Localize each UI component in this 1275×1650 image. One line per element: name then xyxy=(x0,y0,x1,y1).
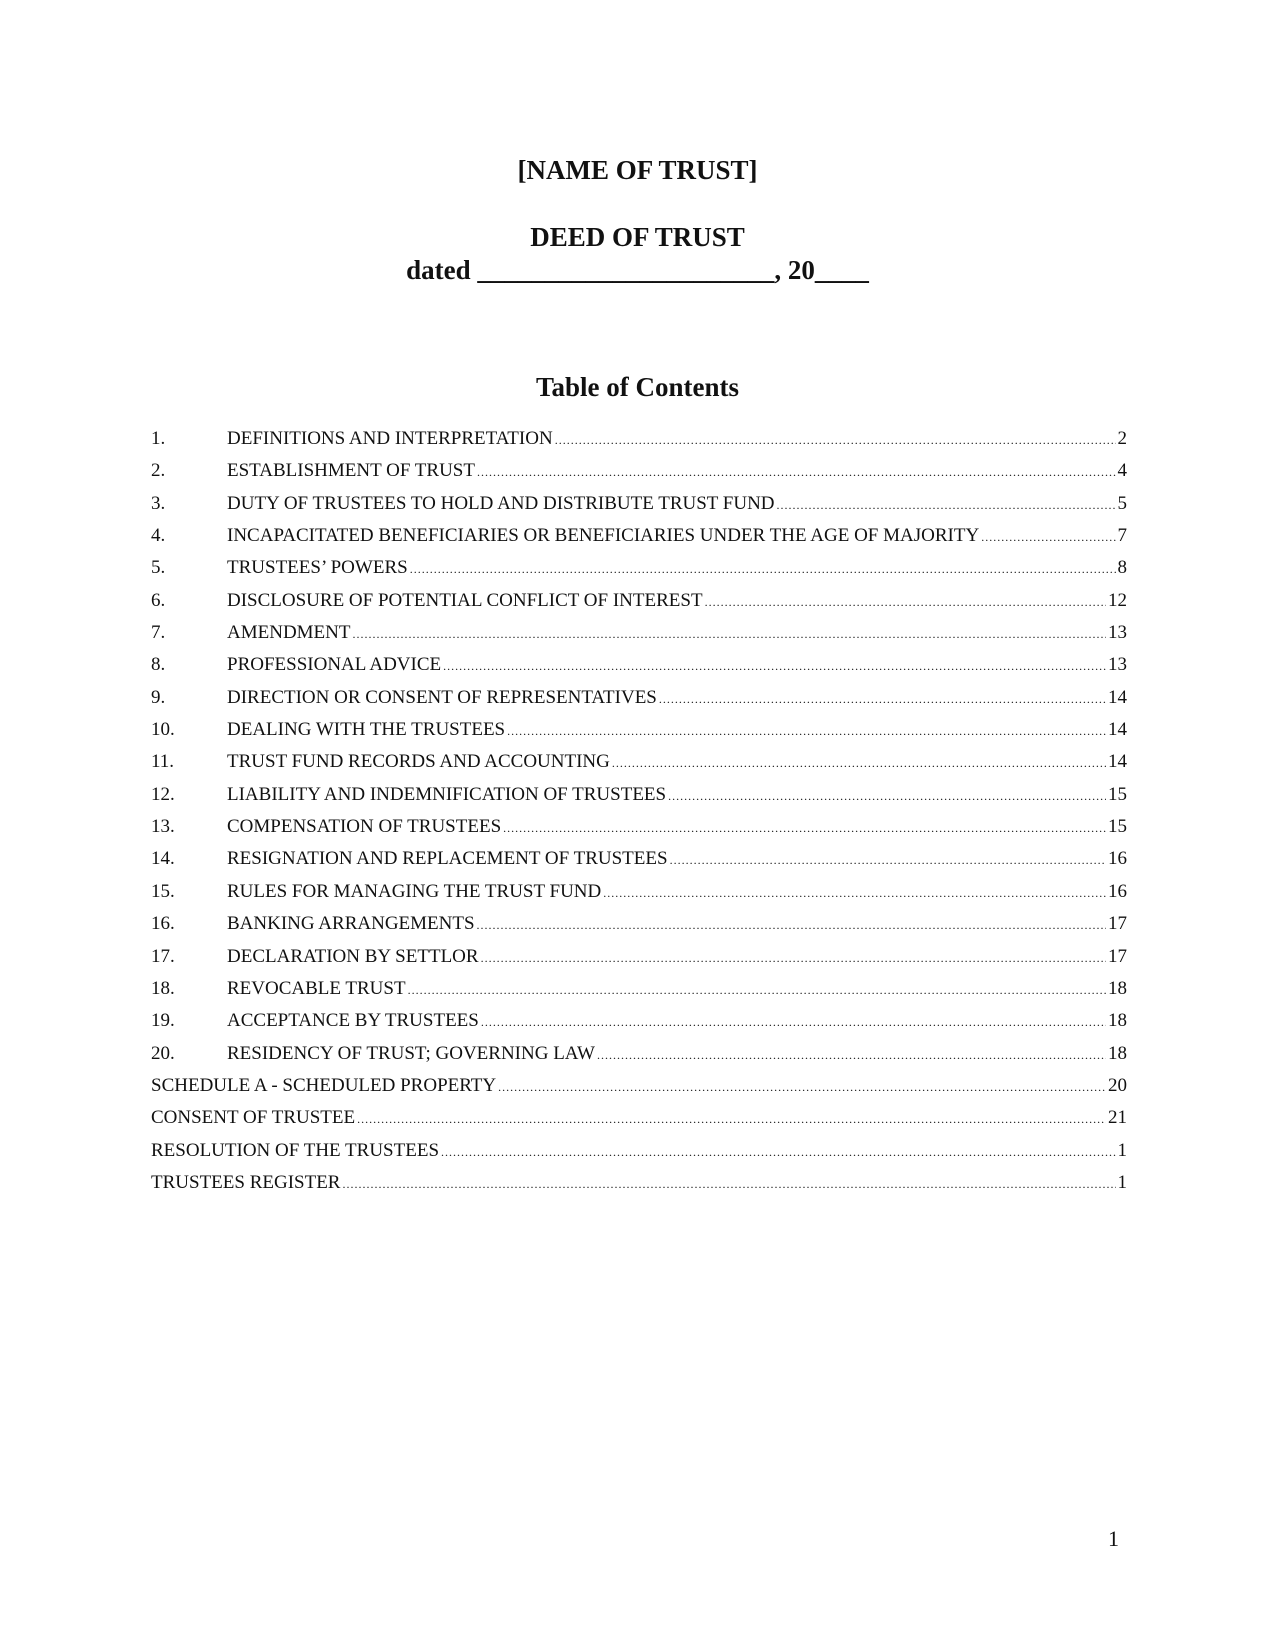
toc-entry-number: 8. xyxy=(151,654,166,676)
toc-entry[interactable] xyxy=(151,525,1127,557)
toc-appendix-entry[interactable] xyxy=(151,1172,1127,1204)
toc-entry[interactable] xyxy=(151,654,1127,686)
toc-entry[interactable] xyxy=(151,622,1127,654)
dot-leader xyxy=(481,951,1106,966)
toc-entry-label: ACCEPTANCE BY TRUSTEES xyxy=(227,1010,479,1032)
toc-entry-page: 14 xyxy=(1108,686,1127,708)
toc-entry-label: DIRECTION OR CONSENT OF REPRESENTATIVES xyxy=(227,686,657,708)
deed-title: DEED OF TRUST xyxy=(530,222,745,252)
dot-leader xyxy=(981,530,1115,545)
toc-entry[interactable] xyxy=(151,913,1127,945)
dot-leader xyxy=(603,886,1106,901)
dot-leader xyxy=(353,627,1107,642)
toc-entry-page: 16 xyxy=(1108,848,1127,870)
toc-entry[interactable] xyxy=(151,816,1127,848)
toc-entry-label: DECLARATION BY SETTLOR xyxy=(227,945,479,967)
toc-entry-label: CONSENT OF TRUSTEE xyxy=(151,1107,356,1129)
toc-entry-number: 12. xyxy=(151,783,175,805)
toc-entry-page: 14 xyxy=(1108,751,1127,773)
toc-entry-page: 18 xyxy=(1108,1042,1127,1064)
toc-entry-number: 5. xyxy=(151,557,166,579)
toc-entry-label: INCAPACITATED BENEFICIARIES OR BENEFICIARIES UNDER THE AGE OF MAJORITY xyxy=(227,525,980,547)
toc-entry-page: 5 xyxy=(1117,492,1127,514)
dot-leader xyxy=(670,853,1106,868)
toc-heading: Table of Contents xyxy=(535,372,740,402)
dot-leader xyxy=(503,821,1106,836)
dot-leader xyxy=(342,1177,1115,1192)
toc-entry-label: RESIGNATION AND REPLACEMENT OF TRUSTEES xyxy=(227,848,668,870)
toc-entry-label: SCHEDULE A - SCHEDULED PROPERTY xyxy=(151,1074,497,1096)
toc-entry-label: DEFINITIONS AND INTERPRETATION xyxy=(227,428,553,449)
toc-entry-label: ESTABLISHMENT OF TRUST xyxy=(227,460,475,482)
dot-leader xyxy=(659,692,1106,707)
toc-entry-page: 8 xyxy=(1117,557,1127,579)
toc-entry-page: 2 xyxy=(1117,428,1127,449)
toc-entry-page: 1 xyxy=(1117,1139,1127,1161)
toc-entry-label: RULES FOR MANAGING THE TRUST FUND xyxy=(227,880,602,902)
toc-entry-number: 2. xyxy=(151,460,166,482)
toc-entry-page: 4 xyxy=(1117,460,1127,482)
toc-entry[interactable] xyxy=(151,428,1127,460)
dot-leader xyxy=(443,659,1106,674)
dot-leader xyxy=(612,756,1106,771)
toc-entry-page: 1 xyxy=(1117,1171,1127,1193)
toc-entry-label: AMENDMENT xyxy=(227,622,351,644)
toc-entry-page: 7 xyxy=(1117,525,1127,547)
toc-entry-label: DEALING WITH THE TRUSTEES xyxy=(227,719,506,741)
toc-entry-number: 13. xyxy=(151,816,175,838)
table-of-contents xyxy=(151,428,1127,1204)
toc-entry-number: 7. xyxy=(151,622,166,644)
toc-entry-page: 15 xyxy=(1108,783,1127,805)
toc-entry[interactable] xyxy=(151,751,1127,783)
toc-entry-number: 9. xyxy=(151,686,166,708)
toc-entry[interactable] xyxy=(151,687,1127,719)
dot-leader xyxy=(507,724,1106,739)
toc-entry-number: 4. xyxy=(151,525,166,547)
toc-entry[interactable] xyxy=(151,557,1127,589)
toc-entry-label: TRUST FUND RECORDS AND ACCOUNTING xyxy=(227,751,610,773)
dot-leader xyxy=(668,789,1106,804)
toc-entry-number: 1. xyxy=(151,428,166,449)
toc-entry-label: DISCLOSURE OF POTENTIAL CONFLICT OF INTEREST xyxy=(227,589,703,611)
toc-entry-label: RESIDENCY OF TRUST; GOVERNING LAW xyxy=(227,1042,595,1064)
dot-leader xyxy=(408,983,1106,998)
dated-line: dated ______________________, 20____ xyxy=(406,255,869,285)
toc-entry-label: LIABILITY AND INDEMNIFICATION OF TRUSTEES xyxy=(227,783,667,805)
dot-leader xyxy=(705,595,1106,610)
toc-entry-label: BANKING ARRANGEMENTS xyxy=(227,913,475,935)
toc-entry-label: RESOLUTION OF THE TRUSTEES xyxy=(151,1139,440,1161)
toc-entry-number: 10. xyxy=(151,719,175,741)
toc-entry-number: 3. xyxy=(151,492,166,514)
toc-entry-page: 20 xyxy=(1108,1074,1127,1096)
toc-entry-page: 17 xyxy=(1108,945,1127,967)
toc-entry-page: 18 xyxy=(1108,977,1127,999)
toc-entry[interactable] xyxy=(151,719,1127,751)
toc-entry-page: 14 xyxy=(1108,719,1127,741)
dot-leader xyxy=(498,1080,1106,1095)
dot-leader xyxy=(555,433,1116,448)
dot-leader xyxy=(477,465,1116,480)
toc-entry[interactable] xyxy=(151,1043,1127,1075)
toc-entry-page: 13 xyxy=(1108,622,1127,644)
toc-appendix-entry[interactable] xyxy=(151,1107,1127,1139)
toc-appendix-entry[interactable] xyxy=(151,1140,1127,1172)
toc-entry[interactable] xyxy=(151,978,1127,1010)
toc-entry-number: 20. xyxy=(151,1042,175,1064)
toc-entry-label: TRUSTEES’ POWERS xyxy=(227,557,408,579)
toc-entry-page: 13 xyxy=(1108,654,1127,676)
toc-entry-page: 17 xyxy=(1108,913,1127,935)
toc-entry[interactable] xyxy=(151,881,1127,913)
dot-leader xyxy=(477,918,1106,933)
dot-leader xyxy=(777,498,1116,513)
toc-entry-number: 14. xyxy=(151,848,175,870)
toc-entry[interactable] xyxy=(151,590,1127,622)
toc-entry-label: REVOCABLE TRUST xyxy=(227,977,406,999)
toc-entry-page: 16 xyxy=(1108,880,1127,902)
dot-leader xyxy=(481,1015,1106,1030)
toc-entry-page: 21 xyxy=(1108,1107,1127,1129)
toc-entry-page: 18 xyxy=(1108,1010,1127,1032)
toc-entry-number: 11. xyxy=(151,751,175,773)
toc-entry-number: 16. xyxy=(151,913,175,935)
toc-entry[interactable] xyxy=(151,493,1127,525)
toc-entry-number: 6. xyxy=(151,589,166,611)
toc-entry-label: PROFESSIONAL ADVICE xyxy=(227,654,442,676)
toc-entry-number: 19. xyxy=(151,1010,175,1032)
toc-entry[interactable] xyxy=(151,1010,1127,1042)
toc-appendix-entry[interactable] xyxy=(151,1075,1127,1107)
page-number: 1 xyxy=(1108,1526,1119,1551)
toc-entry[interactable] xyxy=(151,848,1127,880)
toc-entry-number: 18. xyxy=(151,977,175,999)
dot-leader xyxy=(441,1145,1115,1160)
trust-name-title: [NAME OF TRUST] xyxy=(517,155,758,185)
toc-entry-label: TRUSTEES REGISTER xyxy=(151,1171,341,1193)
toc-entry-page: 15 xyxy=(1108,816,1127,838)
toc-entry[interactable] xyxy=(151,784,1127,816)
toc-entry-label: DUTY OF TRUSTEES TO HOLD AND DISTRIBUTE TRUST FUND xyxy=(227,492,775,514)
toc-entry-number: 15. xyxy=(151,880,175,902)
toc-entry[interactable] xyxy=(151,460,1127,492)
toc-entry-page: 12 xyxy=(1108,589,1127,611)
toc-entry[interactable] xyxy=(151,946,1127,978)
toc-entry-label: COMPENSATION OF TRUSTEES xyxy=(227,816,502,838)
dot-leader xyxy=(597,1048,1106,1063)
toc-entry-number: 17. xyxy=(151,945,175,967)
dot-leader xyxy=(410,562,1116,577)
dot-leader xyxy=(357,1112,1106,1127)
